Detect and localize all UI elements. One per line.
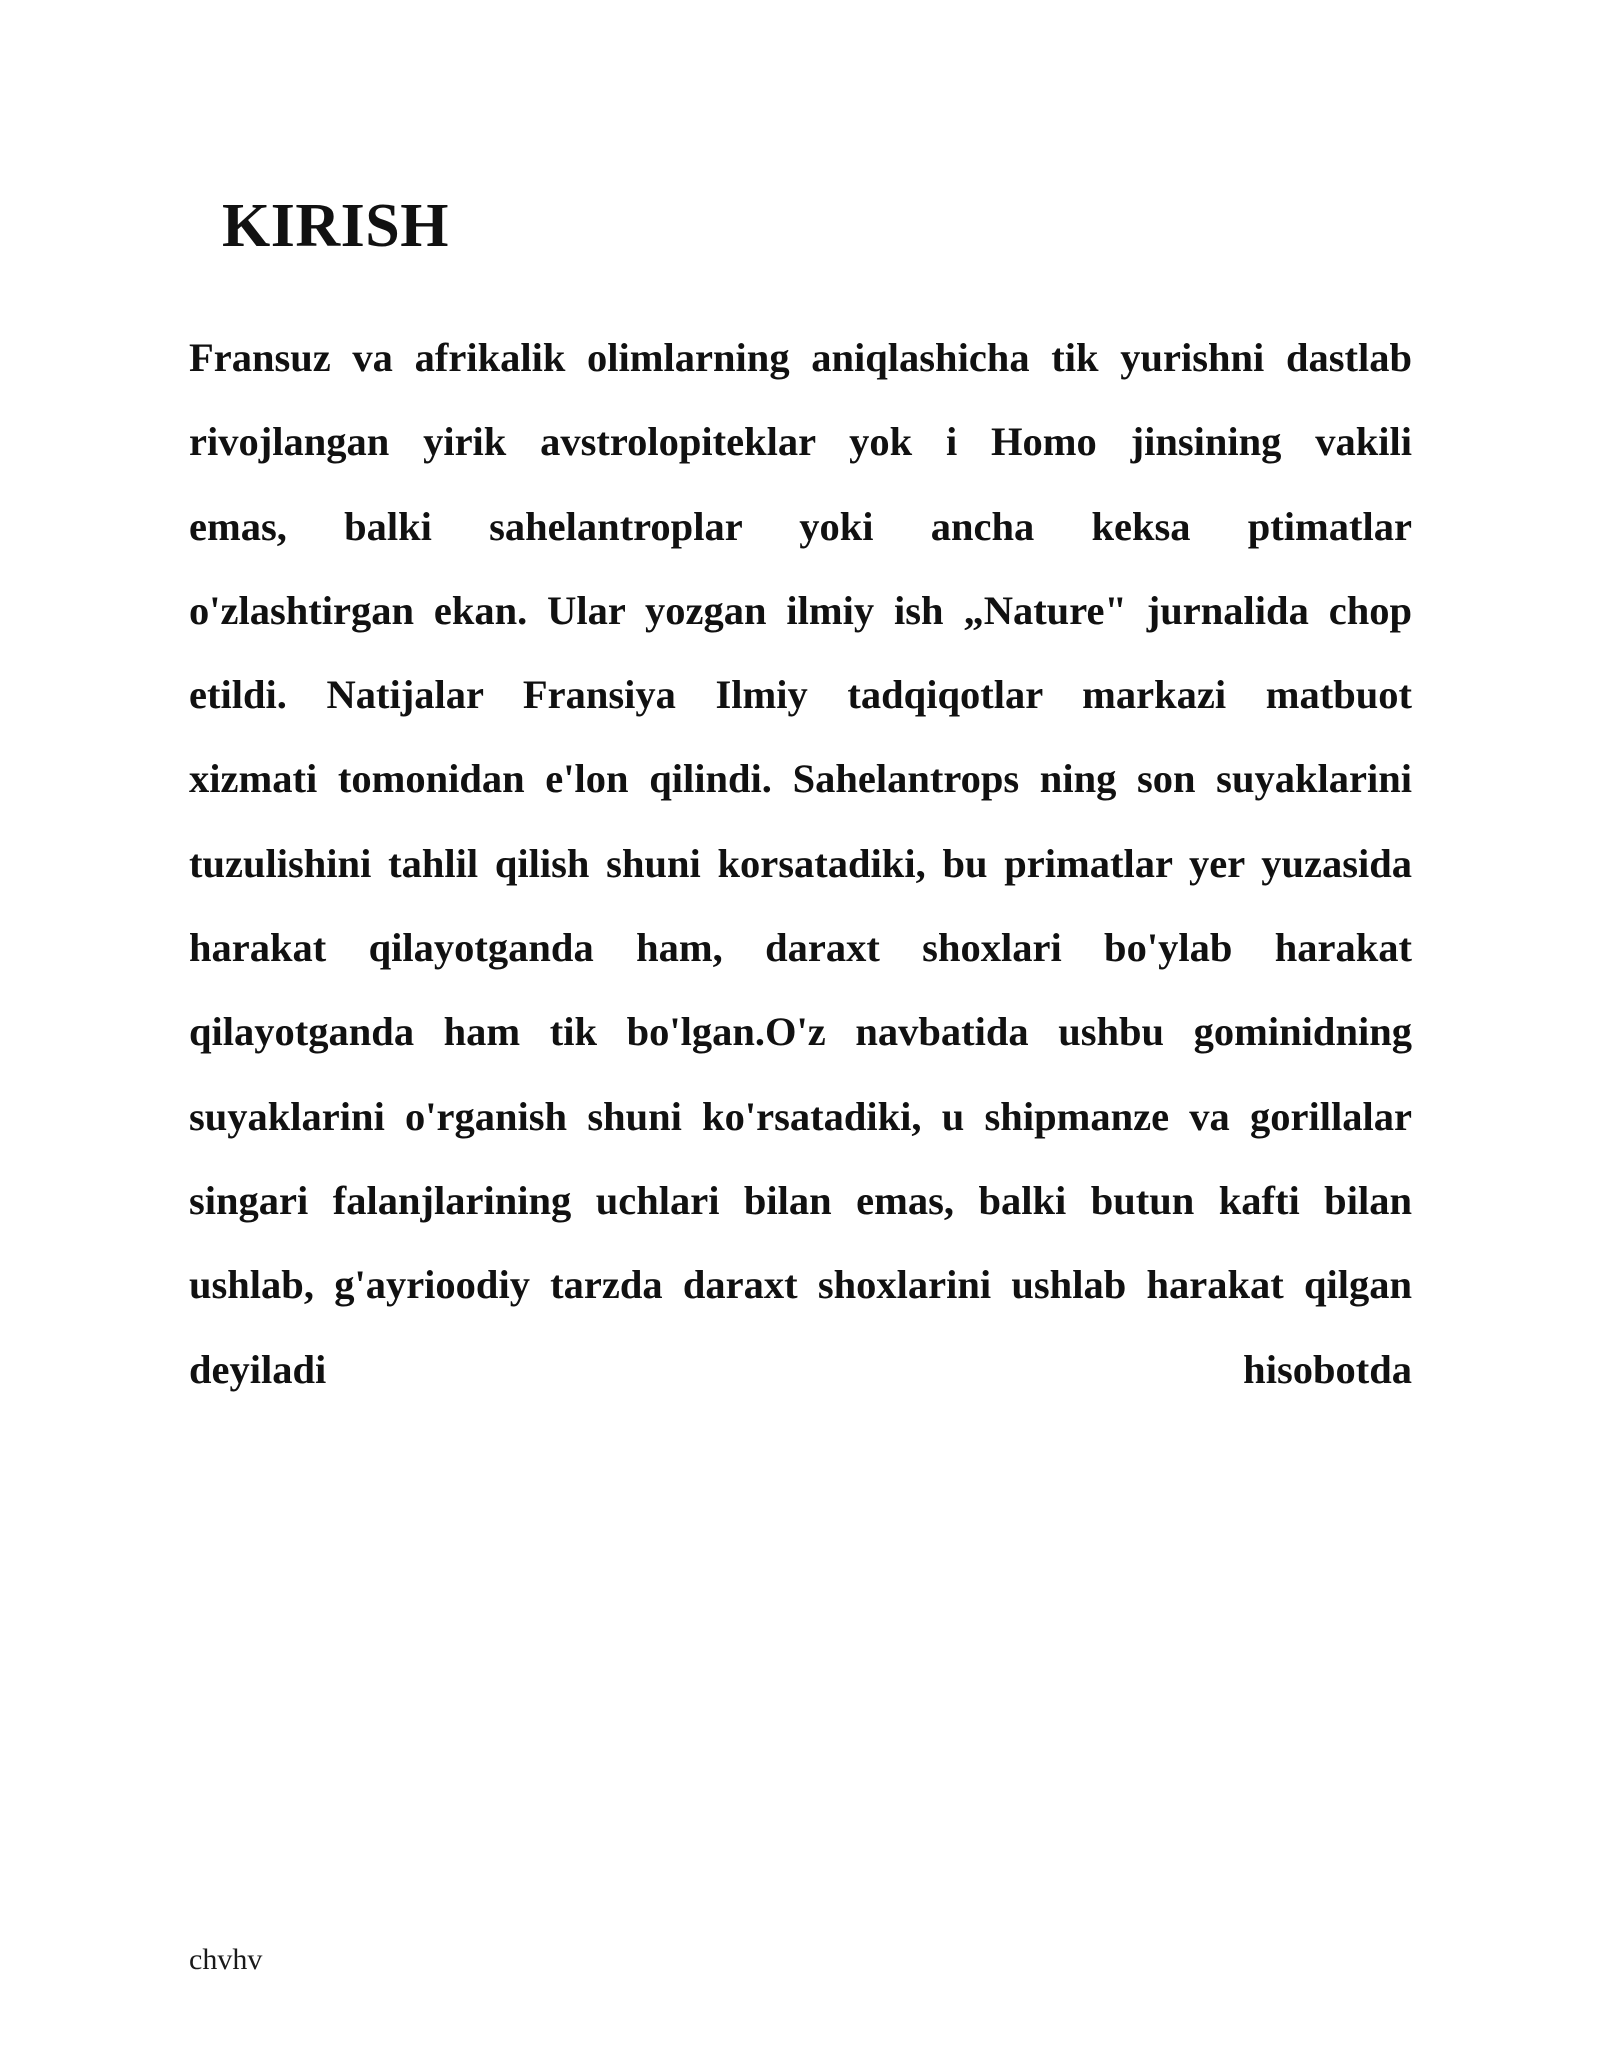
paragraph-line xyxy=(189,916,1412,1000)
paragraph-line-text: o'zlashtirgan ekan. Ular yozgan ilmiy ish „Nature" jurnalida chop xyxy=(189,587,1412,633)
paragraph-line-text: ushlab, g'ayrioodiy tarzda daraxt shoxlarini ushlab harakat qilgan xyxy=(189,1262,1412,1308)
paragraph-line xyxy=(189,579,1412,663)
paragraph-line xyxy=(189,1000,1412,1084)
paragraph-line xyxy=(189,410,1412,494)
paragraph-line-text: xizmati tomonidan e'lon qilindi. Sahelantrops ning son suyaklarini xyxy=(189,756,1412,802)
paragraph-line-text: rivojlangan yirik avstrolopiteklar yok i Homo jinsining vakili xyxy=(189,419,1412,465)
page-title: KIRISH xyxy=(222,192,449,260)
paragraph-line-text: qilayotganda ham tik bo'lgan.O'z navbatida ushbu gominidning xyxy=(189,1009,1412,1055)
paragraph-line-text: harakat qilayotganda ham, daraxt shoxlari bo'ylab harakat xyxy=(189,925,1412,971)
paragraph-line-text: deyiladi hisobotda xyxy=(189,1346,1412,1392)
paragraph-line xyxy=(189,1253,1412,1337)
body-paragraph xyxy=(189,326,1412,1422)
paragraph-line xyxy=(189,663,1412,747)
paragraph-line xyxy=(189,495,1412,579)
paragraph-line-text: tuzulishini tahlil qilish shuni korsatadiki, bu primatlar yer yuzasida xyxy=(189,840,1412,886)
paragraph-line xyxy=(189,326,1412,410)
paragraph-line xyxy=(189,1169,1412,1253)
paragraph-line-text: singari falanjlarining uchlari bilan emas, balki butun kafti bilan xyxy=(189,1177,1412,1223)
paragraph-line-text: emas, balki sahelantroplar yoki ancha keksa ptimatlar xyxy=(189,503,1412,549)
paragraph-line-text: Fransuz va afrikalik olimlarning aniqlashicha tik yurishni dastlab xyxy=(189,335,1412,380)
page-footer: chvhv xyxy=(189,1943,263,1976)
paragraph-line xyxy=(189,1338,1412,1422)
paragraph-line xyxy=(189,1085,1412,1169)
paragraph-line xyxy=(189,747,1412,831)
paragraph-line xyxy=(189,832,1412,916)
paragraph-line-text: suyaklarini o'rganish shuni ko'rsatadiki, u shipmanze va gorillalar xyxy=(189,1093,1412,1139)
paragraph-line-text: etildi. Natijalar Fransiya Ilmiy tadqiqotlar markazi matbuot xyxy=(189,672,1412,718)
